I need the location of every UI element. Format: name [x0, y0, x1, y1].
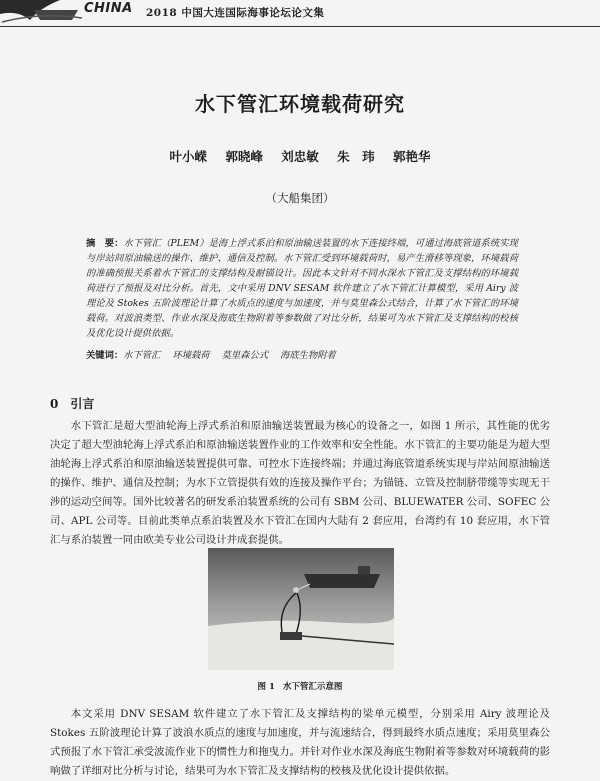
running-title: 2018 中国大连国际海事论坛论文集 — [146, 7, 325, 19]
keyword: 水下管汇 — [123, 350, 161, 361]
section-title: 引言 — [70, 397, 95, 411]
author-name: 叶小嵘 — [169, 149, 207, 164]
page-header — [0, 0, 600, 27]
keyword: 莫里森公式 — [221, 350, 269, 361]
paper-title: 水下管汇环境载荷研究 — [195, 92, 405, 116]
figure-plem-illustration — [208, 548, 394, 670]
buoy-icon — [293, 587, 299, 593]
figure-number: 图 1 — [257, 682, 275, 692]
plem-manifold-shape — [280, 632, 302, 640]
author-name: 郭晓峰 — [225, 149, 263, 164]
body-paragraph: 本文采用 DNV SESAM 软件建立了水下管汇及支撑结构的梁单元模型，分别采用 Airy 波理论及 Stokes 五阶波理论计算了波浪水质点的速度与加速度，并与流速结合，得到最终水质点速度；采用莫里森公式预报了水下管汇承受波流作业下的惯性力和拖曳力。并针对作业水深及海底生物附着等参数对环境载荷的影响做了详细对比分析与讨论，结果可为水下管汇及支撑结构的校核及优化设计提供依据。 — [50, 708, 550, 777]
seabed-shape — [208, 618, 394, 670]
body-paragraph: 水下管汇是超大型油轮海上浮式系泊和原油输送装置最为核心的设备之一，如图 1 所示，其性能的优劣决定了超大型油轮海上浮式系泊和原油输送装置作业的工作效率和安全性能。水下管汇的主要功能是为超大型油轮海上浮式系泊和原油输送装置提供可靠、可控水下连接终端；并通过海底管道系统实现与岸站间原油输送的操作、维护、通信及控制；为水下立管提供有效的连接及操作平台；为锚链、立管及控制脐带缆等实现无干涉的运动空间等。国外比较著名的研发系泊装置系统的公司有 SBM 公司、BLUEWATER 公司、SOFEC 公司、APL 公司等。目前此类单点系泊装置及水下管汇在国内大陆有 2 套应用，台湾约有 10 套应用，水下管汇与系泊装置一同由欧美专业公司设计并成套提供。 — [50, 420, 551, 546]
author-name: 朱 玮 — [337, 149, 375, 164]
figure-caption — [0, 680, 600, 692]
figure-caption-text: 水下管汇示意图 — [282, 682, 343, 692]
affiliation: （大船集团） — [265, 191, 335, 205]
tanker-ship-icon — [304, 574, 380, 588]
author-list — [0, 147, 600, 165]
keywords — [86, 347, 518, 361]
abstract-text: 水下管汇（PLEM）是海上浮式系泊和原油输送装置的水下连接终端，可通过海底管道系统实现与岸站间原油输送的操作、维护、通信及控制。水下管汇受到环境载荷时，易产生滑移等现象，环境载荷的准确预报关系着水下管汇的支撑结构及耐锚设计。因此本文针对不同水深水下管汇及支撑结构的环境载荷进行了预报及对比分析。首先，文中采用 DNV SESAM 软件建立了水下管汇计算模型，采用 Airy 波理论及 Stokes 五阶波理论计算了水质点的速度与加速度，并与莫里森公式结合，计算了水下管汇的环境载荷。对波浪类型、作业水深及海底生物附着等参数做了对比分析，结果可为水下管汇及支撑结构的校核及优化设计提供依据。 — [86, 238, 518, 339]
logo-text: CHINA — [84, 1, 133, 16]
keyword: 海底生物附着 — [280, 350, 336, 361]
section-number: 0 — [50, 397, 59, 411]
section-heading — [50, 395, 94, 412]
author-name: 郭艳华 — [392, 149, 431, 164]
ship-bridge — [358, 566, 370, 574]
abstract-label: 摘 要： — [86, 238, 124, 249]
keywords-label: 关键词： — [86, 350, 124, 361]
author-name: 刘忠敏 — [281, 149, 319, 164]
abstract — [86, 236, 518, 341]
logo-ship-icon — [34, 10, 78, 20]
keyword: 环境载荷 — [172, 350, 210, 361]
